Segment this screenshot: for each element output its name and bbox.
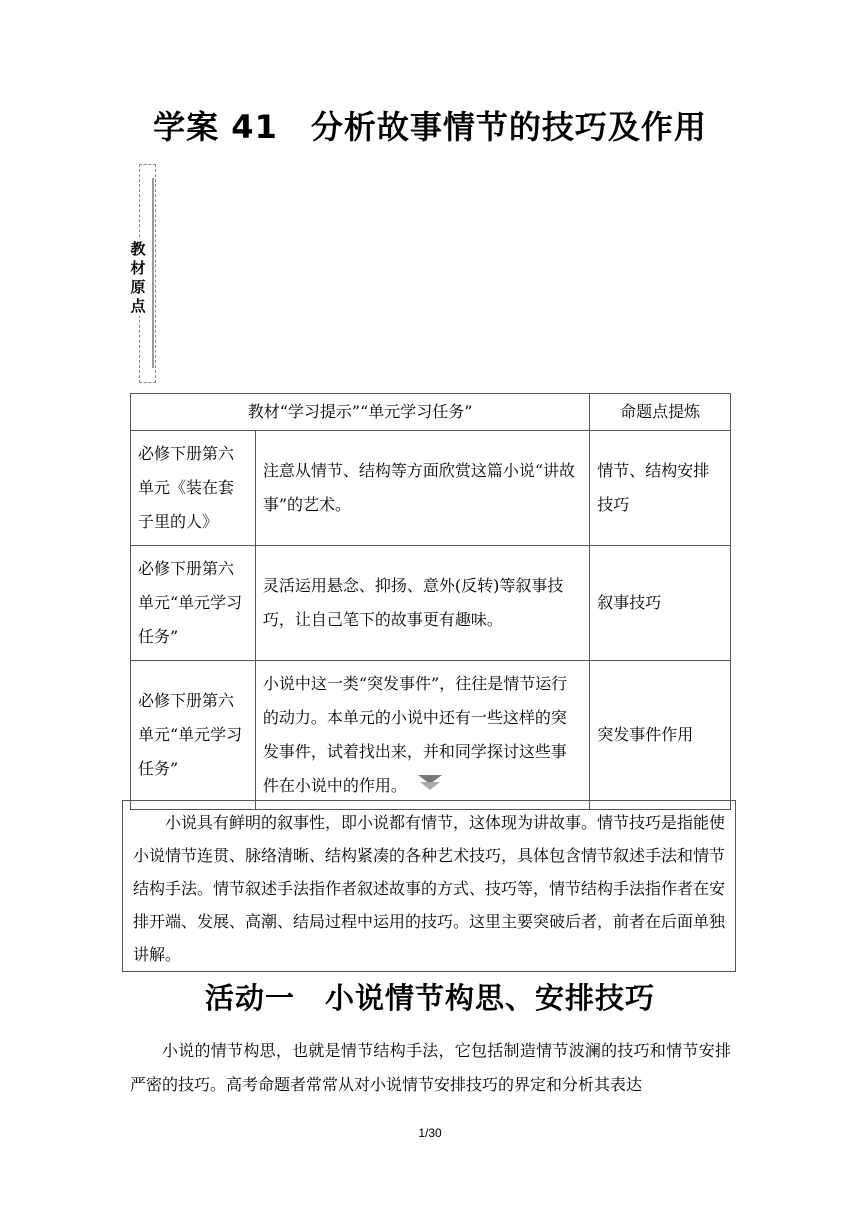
- side-label-char: 点: [130, 297, 146, 315]
- table-header-cell: 教材“学习提示”“单元学习任务”: [131, 394, 590, 431]
- side-label: [128, 240, 148, 316]
- table-header-row: [131, 394, 731, 431]
- table-cell-point: 情节、结构安排技巧: [590, 431, 731, 546]
- table-cell-point: 叙事技巧: [590, 546, 731, 661]
- side-label-char: 材: [130, 259, 146, 277]
- table-cell-content: 注意从情节、结构等方面欣赏这篇小说“讲故事”的艺术。: [255, 431, 589, 546]
- page-number: 1/30: [418, 1126, 442, 1140]
- textbook-table: [130, 393, 731, 810]
- summary-box: [122, 800, 736, 972]
- table-row: [131, 546, 731, 661]
- table-row: [131, 431, 731, 546]
- chevron-down-icon: [418, 775, 442, 791]
- side-label-char: 教: [130, 240, 146, 258]
- summary-text: 小说具有鲜明的叙事性，即小说都有情节，这体现为讲故事。情节技巧是指能使小说情节连贯、脉络清晰、结构紧凑的各种艺术技巧，具体包含情节叙述手法和情节结构手法。情节叙述手法指作者叙述故事的方式、技巧等，情节结构手法指作者在安排开端、发展、高潮、结局过程中运用的技巧。这里主要突破后者，前者在后面单独讲解。: [133, 813, 726, 964]
- side-margin-line: [152, 178, 154, 368]
- document-title: 学案 41 分析故事情节的技巧及作用: [153, 108, 707, 146]
- table-cell-source: 必修下册第六单元《装在套子里的人》: [131, 431, 256, 546]
- table-cell-source: 必修下册第六单元“单元学习任务”: [131, 546, 256, 661]
- table-header-cell: 命题点提炼: [590, 394, 731, 431]
- side-label-char: 原: [130, 278, 146, 296]
- body-paragraph: 小说的情节构思，也就是情节结构手法，它包括制造情节波澜的技巧和情节安排严密的技巧。高考命题者常常从对小说情节安排技巧的界定和分析其表达: [130, 1041, 731, 1094]
- table-cell-point: 突发事件作用: [590, 661, 731, 810]
- table-cell-content: 小说中这一类“突发事件”，往往是情节运行的动力。本单元的小说中还有一些这样的突发事件，试着找出来，并和同学探讨这些事件在小说中的作用。: [255, 661, 589, 810]
- activity-title: 活动一 小说情节构思、安排技巧: [204, 981, 655, 1015]
- table-cell-content: 灵活运用悬念、抑扬、意外(反转)等叙事技巧，让自己笔下的故事更有趣味。: [255, 546, 589, 661]
- table-cell-source: 必修下册第六单元“单元学习任务”: [131, 661, 256, 810]
